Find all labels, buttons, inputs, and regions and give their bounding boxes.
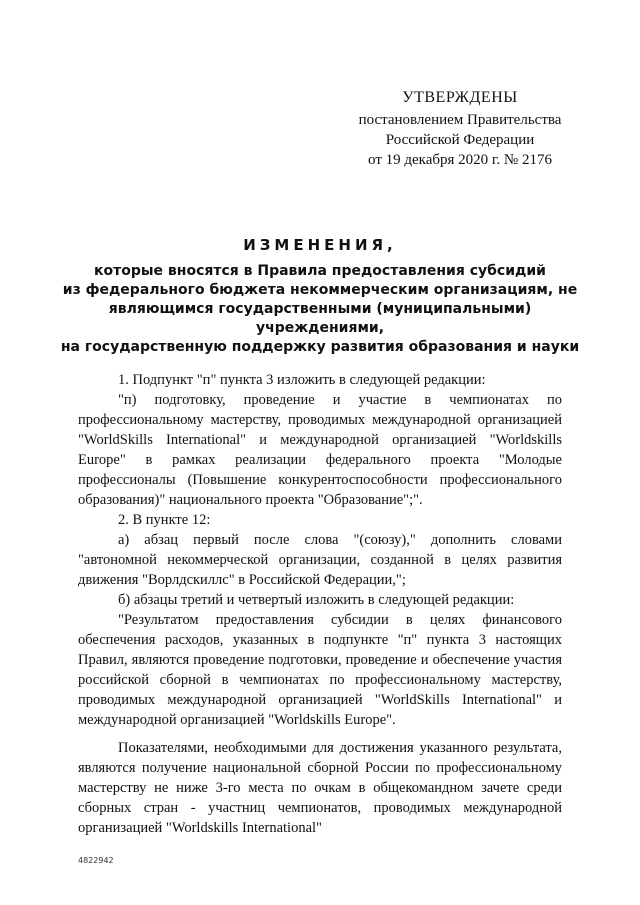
paragraph-2: "п) подготовку, проведение и участие в чемпионатах по профессиональному мастерству, проводимых международной организацией "WorldSkills International" и международной организацией "Worldskills Europe" в рамках реализации федерального проекта "Молодые профессионалы (Повышение конкурентоспособности профессионального образования)" национального проекта "Образование";". xyxy=(78,392,562,508)
paragraph-3: 2. В пункте 12: xyxy=(118,512,211,528)
document-subtitle xyxy=(60,262,580,357)
document-code: 4822942 xyxy=(78,856,114,865)
paragraph-1: 1. Подпункт "п" пункта 3 изложить в следующей редакции: xyxy=(118,372,486,388)
subtitle-line-1: которые вносятся в Правила предоставления субсидий xyxy=(94,263,546,279)
approval-line-3: от 19 декабря 2020 г. № 2176 xyxy=(368,152,552,168)
approval-line-1: постановлением Правительства xyxy=(358,112,562,128)
approval-block xyxy=(340,88,580,170)
document-title: ИЗМЕНЕНИЯ, xyxy=(243,236,397,254)
paragraph-7: Показателями, необходимыми для достижения указанного результата, являются получение национальной сборной России по профессиональному мастерству не ниже 3-го места по очкам в общекомандном зачете среди сборных стран - участниц чемпионатов, проводимых международной организацией "Worldskills International" xyxy=(78,740,562,836)
subtitle-line-4: на государственную поддержку развития образования и науки xyxy=(60,339,580,355)
paragraph-4: а) абзац первый после слова "(союзу)," дополнить словами "автономной некоммерческой организации, созданной в целях развития движения "Ворлдскиллс" в Российской Федерации,"; xyxy=(78,532,562,588)
paragraph-6: "Результатом предоставления субсидии в целях финансового обеспечения расходов, указанных в подпункте "п" пункта 3 настоящих Правил, являются проведение подготовки, проведение и обеспечение участия российской сборной в чемпионатах по профессиональному мастерству, проводимых международной организацией "WorldSkills International" и международной организацией "Worldskills Europe". xyxy=(78,612,562,728)
subtitle-line-2: из федерального бюджета некоммерческим организациям, не xyxy=(62,282,578,298)
approval-heading: УТВЕРЖДЕНЫ xyxy=(402,89,518,106)
paragraph-5: б) абзацы третий и четвертый изложить в следующей редакции: xyxy=(118,592,515,608)
subtitle-line-3: являющимся государственными (муниципальными) учреждениями, xyxy=(108,301,532,336)
document-body xyxy=(78,370,562,838)
approval-line-2: Российской Федерации xyxy=(385,132,535,148)
